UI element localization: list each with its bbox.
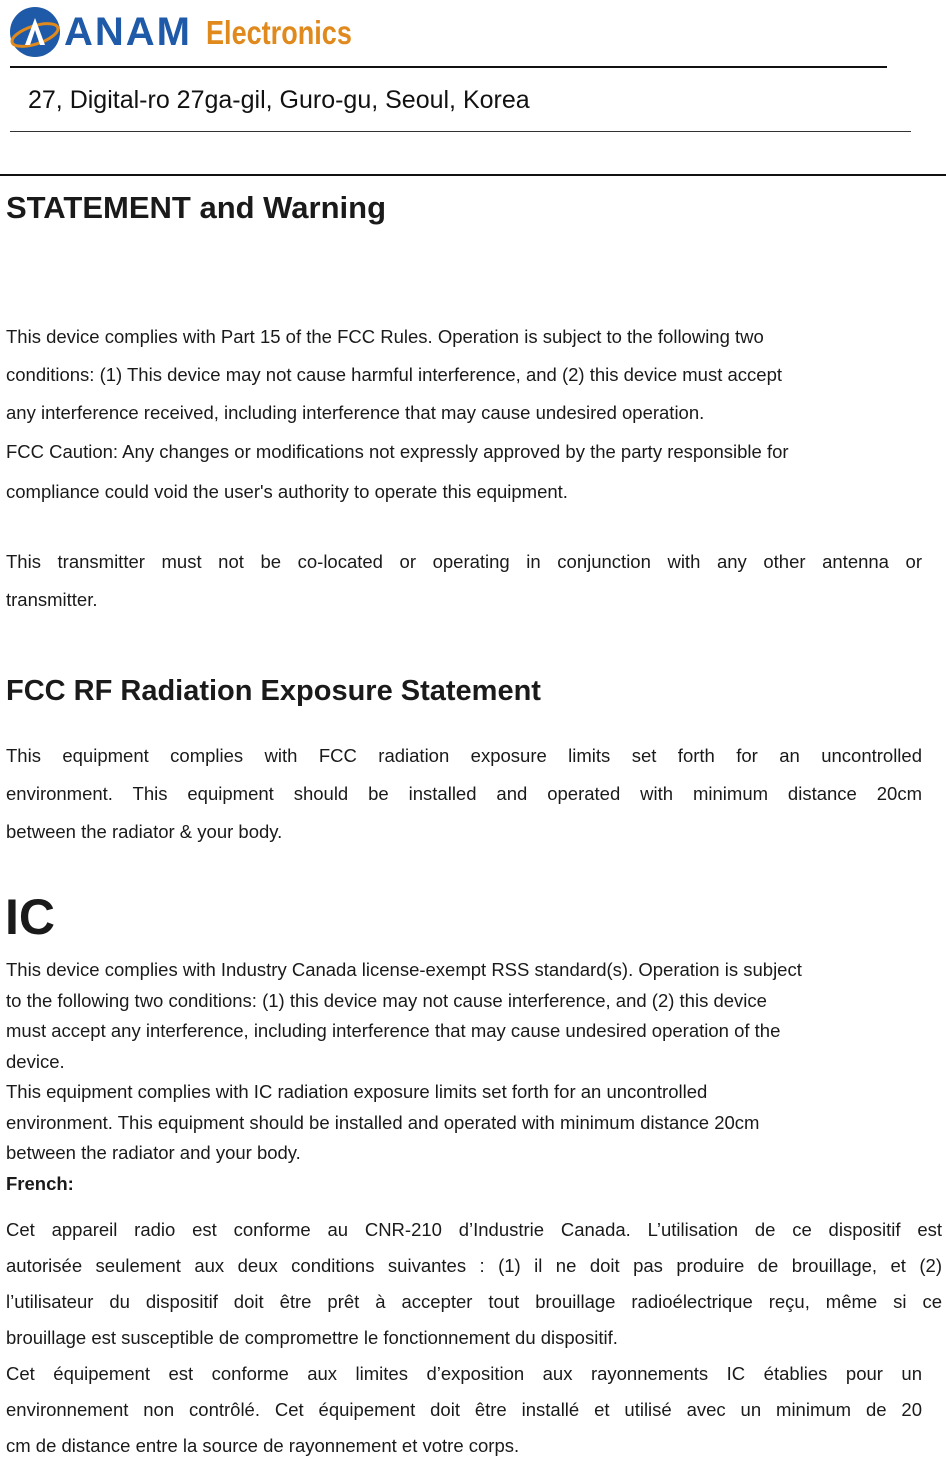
logo-subtitle: Electronics bbox=[205, 13, 352, 51]
french-paragraph bbox=[6, 1212, 942, 1356]
paragraph-line: FCC Caution: Any changes or modifications not expressly approved by the party responsible for bbox=[6, 441, 789, 462]
paragraph-line: cm de distance entre la source de rayonnement et votre corps. bbox=[6, 1435, 520, 1456]
paragraph-line: to the following two conditions: (1) this device may not cause interference, and (2) this device bbox=[6, 989, 767, 1011]
statement-heading: STATEMENT and Warning bbox=[6, 190, 387, 225]
french-label: French: bbox=[6, 1172, 74, 1194]
paragraph-line: This equipment complies with FCC radiation exposure limits set forth for an uncontrolled bbox=[6, 745, 922, 766]
paragraph-line: This equipment complies with IC radiation exposure limits set forth for an uncontrolled bbox=[6, 1081, 708, 1102]
paragraph-line: This transmitter must not be co-located or operating in conjunction with any other antenna or bbox=[6, 551, 922, 572]
paragraph-line: environnement non contrôlé. Cet équipement doit être installé et utilisé avec un minimum de 20 bbox=[6, 1399, 922, 1420]
paragraph-line: must accept any interference, including interference that may cause undesired operation of the bbox=[6, 1020, 781, 1041]
paragraph-line: environment. This equipment should be installed and operated with minimum distance 20cm bbox=[6, 783, 922, 804]
header-divider-bottom bbox=[10, 131, 911, 132]
paragraph-line: Cet équipement est conforme aux limites d’exposition aux rayonnements IC établies pour un bbox=[6, 1363, 922, 1384]
page-divider bbox=[0, 174, 946, 176]
paragraph-line: between the radiator and your body. bbox=[6, 1142, 301, 1163]
fcc-caution-paragraph bbox=[6, 432, 922, 512]
header-divider-top bbox=[10, 66, 887, 68]
paragraph-line: autorisée seulement aux deux conditions suivantes : (1) il ne doit pas produire de brouillage, et (2) bbox=[6, 1255, 942, 1276]
company-address: 27, Digital-ro 27ga-gil, Guro-gu, Seoul, Korea bbox=[28, 86, 530, 114]
fcc-rf-paragraph bbox=[6, 737, 922, 851]
paragraph-line: conditions: (1) This device may not cause harmful interference, and (2) this device must accept bbox=[6, 364, 782, 385]
anam-logo-icon bbox=[8, 5, 62, 59]
logo-wordmark: ANAM bbox=[64, 10, 192, 54]
paragraph-line: any interference received, including interference that may cause undesired operation. bbox=[6, 402, 705, 423]
paragraph-line: transmitter. bbox=[6, 589, 98, 610]
french-exposure-paragraph bbox=[6, 1356, 922, 1464]
paragraph-line: Cet appareil radio est conforme au CNR-210 d’Industrie Canada. L’utilisation de ce dispositif est bbox=[6, 1219, 942, 1240]
paragraph-line: l’utilisateur du dispositif doit être prêt à accepter tout brouillage radioélectrique reçu, même si ce bbox=[6, 1291, 942, 1312]
colocation-paragraph bbox=[6, 543, 922, 619]
paragraph-line: This device complies with Part 15 of the FCC Rules. Operation is subject to the following two bbox=[6, 326, 764, 347]
paragraph-line: This device complies with Industry Canada license-exempt RSS standard(s). Operation is subject bbox=[6, 959, 802, 980]
paragraph-line: between the radiator & your body. bbox=[6, 821, 283, 842]
ic-heading: IC bbox=[5, 889, 55, 945]
paragraph-line: environment. This equipment should be installed and operated with minimum distance 20cm bbox=[6, 1111, 760, 1133]
paragraph-line: device. bbox=[6, 1050, 65, 1072]
fcc-part15-paragraph bbox=[6, 318, 922, 432]
fcc-rf-heading: FCC RF Radiation Exposure Statement bbox=[6, 675, 541, 707]
company-logo bbox=[8, 2, 384, 62]
ic-paragraph bbox=[6, 955, 942, 1199]
paragraph-line: brouillage est susceptible de compromettre le fonctionnement du dispositif. bbox=[6, 1327, 618, 1348]
paragraph-line: compliance could void the user's authority to operate this equipment. bbox=[6, 481, 568, 502]
